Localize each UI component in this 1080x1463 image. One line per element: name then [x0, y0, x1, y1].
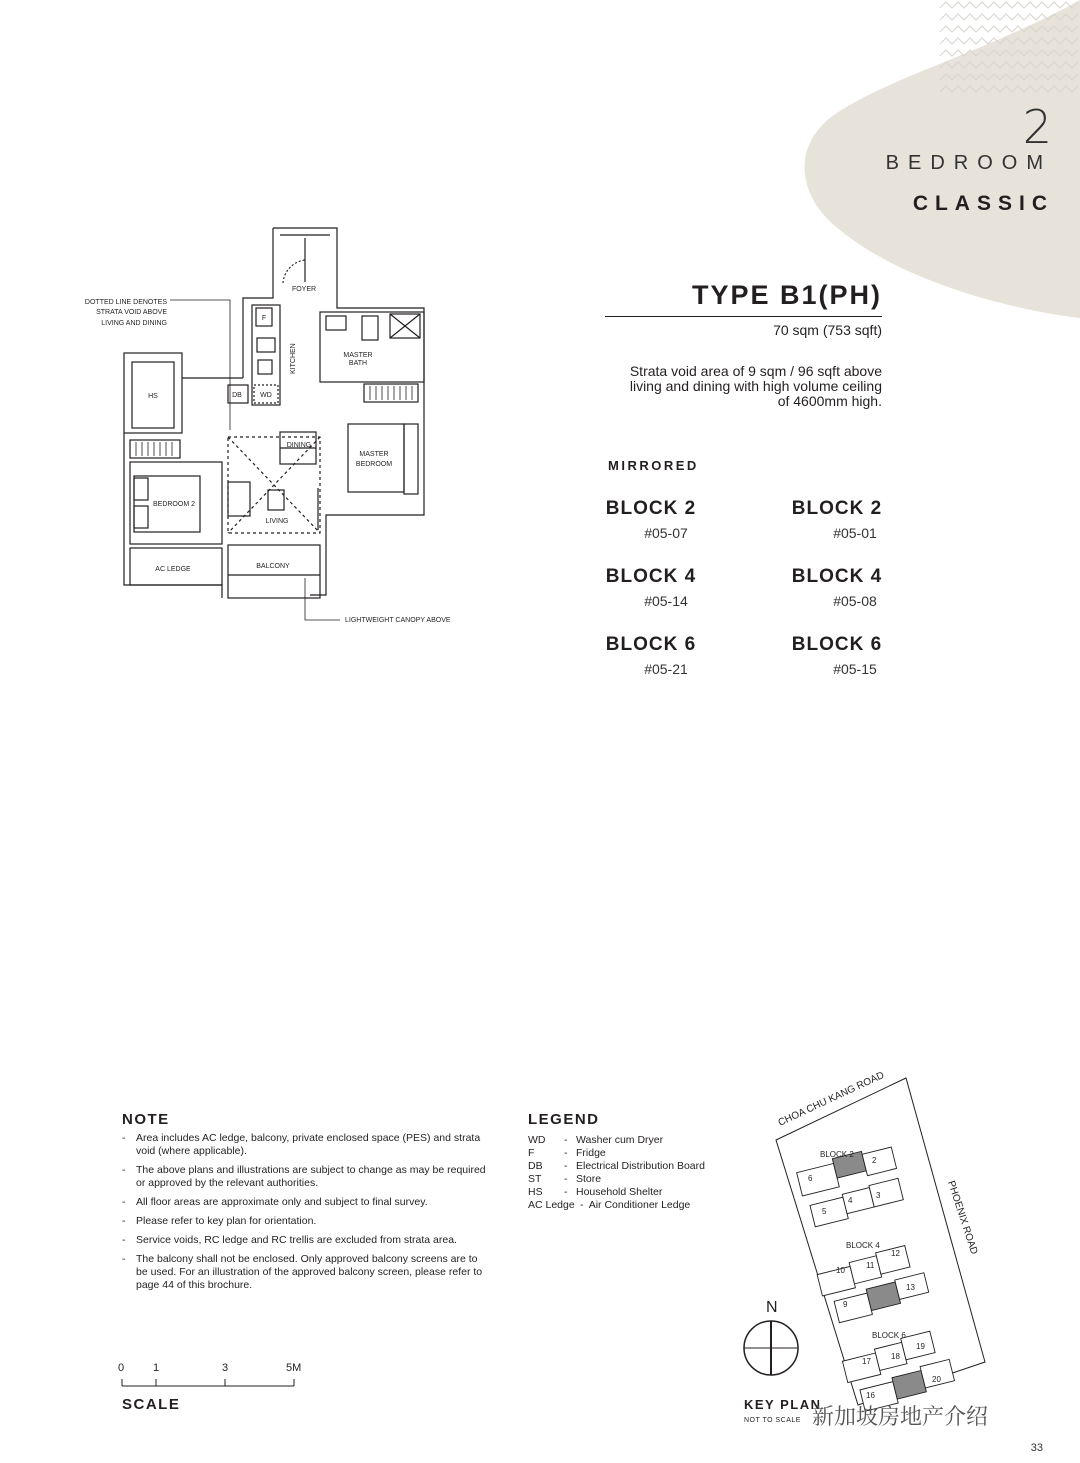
room-label-kitchen: KITCHEN	[290, 343, 297, 374]
room-label-hs: HS	[148, 393, 158, 400]
block-label: BLOCK 6	[605, 634, 697, 655]
legend-item: WD - Washer cum Dryer	[528, 1134, 664, 1146]
room-label-master-bedroom: BEDROOM	[355, 461, 393, 468]
block-label: BLOCK 2	[791, 498, 883, 519]
scale-tick-label: 1	[153, 1362, 160, 1374]
note-list	[122, 1132, 492, 1298]
scale-tick-label: 0	[118, 1362, 125, 1374]
scale-title: SCALE	[122, 1396, 181, 1413]
unit-type-title: TYPE B1(PH)	[691, 280, 882, 310]
unit-number: #05-01	[833, 525, 877, 541]
unit-number: #05-08	[833, 593, 877, 609]
north-label: N	[766, 1299, 778, 1316]
unit-number: #05-15	[833, 661, 877, 677]
note-item: - The above plans and illustrations are subject to change as may be required or approved by the relevant authorities.	[122, 1164, 492, 1190]
legend-item: AC Ledge - Air Conditioner Ledge	[528, 1199, 691, 1211]
bedroom-count: 2	[1022, 100, 1052, 154]
scale-bar	[118, 1376, 308, 1390]
room-label-balcony: BALCONY	[256, 563, 290, 570]
unit-area: 70 sqm (753 sqft)	[773, 322, 882, 338]
key-unit-number: 16	[866, 1391, 875, 1400]
room-label-master-bath: BATH	[348, 360, 368, 367]
room-label-fridge: F	[261, 315, 267, 322]
classic-label: CLASSIC	[912, 192, 1054, 215]
watermark-text: 新加坡房地产介绍	[812, 1405, 989, 1430]
block-label: BLOCK 4	[846, 1241, 880, 1250]
unit-number: #05-07	[644, 525, 688, 541]
note-item: - The balcony shall not be enclosed. Only approved balcony screens are to be used. For an illustration of the approved balcony screen, please refer to page 44 of this brochure.	[122, 1253, 492, 1292]
key-unit-number: 13	[906, 1283, 915, 1292]
key-unit-number: 19	[916, 1342, 925, 1351]
floor-plan	[60, 220, 480, 640]
void-callout-line: LIVING AND DINING	[101, 320, 167, 327]
road-label: CHOA CHU KANG ROAD	[776, 1069, 887, 1129]
key-unit-number: 11	[866, 1261, 875, 1270]
title-divider	[605, 316, 882, 317]
canopy-callout: LIGHTWEIGHT CANOPY ABOVE	[345, 617, 451, 624]
key-unit-number: 20	[932, 1375, 941, 1384]
note-item: - Area includes AC ledge, balcony, private enclosed space (PES) and strata void (where applicable).	[122, 1132, 492, 1158]
room-label-dining: DINING	[286, 442, 312, 449]
legend-item: F - Fridge	[528, 1147, 606, 1159]
room-label-master-bedroom: MASTER	[359, 451, 389, 458]
key-unit-number: 18	[891, 1352, 900, 1361]
room-label-living: LIVING	[265, 518, 289, 525]
scale-tick-label: 5M	[286, 1362, 302, 1374]
block-label: BLOCK 6	[791, 634, 883, 655]
road-label: PHOENIX ROAD	[945, 1179, 980, 1256]
block-label: BLOCK 2	[605, 498, 697, 519]
key-unit-number: 17	[862, 1357, 871, 1366]
key-unit-number: 9	[843, 1300, 848, 1309]
bedroom-label: BEDROOM	[885, 152, 1052, 174]
note-title: NOTE	[122, 1111, 170, 1128]
key-unit-number: 4	[848, 1196, 853, 1205]
unit-number: #05-14	[644, 593, 688, 609]
legend-item: ST - Store	[528, 1173, 602, 1185]
room-label-bedroom2: BEDROOM 2	[152, 501, 196, 508]
void-callout-line: DOTTED LINE DENOTES	[84, 299, 167, 306]
note-item: - All floor areas are approximate only and subject to final survey.	[122, 1196, 492, 1209]
legend-item: DB - Electrical Distribution Board	[528, 1160, 705, 1172]
key-unit-number: 6	[808, 1174, 813, 1183]
room-label-master-bath: MASTER	[343, 352, 373, 359]
void-callout-line: STRATA VOID ABOVE	[96, 309, 167, 316]
legend-list	[528, 1134, 705, 1212]
block-label: BLOCK 4	[791, 566, 883, 587]
key-unit-number: 10	[836, 1266, 845, 1275]
north-arrow-icon	[744, 1321, 798, 1375]
room-label-ac-ledge: AC LEDGE	[155, 566, 191, 573]
key-plan-subtitle: NOT TO SCALE	[744, 1417, 801, 1424]
key-unit-number: 5	[822, 1207, 827, 1216]
page-number: 33	[1030, 1442, 1043, 1454]
strata-void-description: Strata void area of 9 sqm / 96 sqft above living and dining with high volume ceiling of 4600mm high.	[629, 363, 882, 409]
legend-title: LEGEND	[528, 1111, 600, 1128]
room-label-wd: WD	[260, 392, 272, 399]
key-unit-number: 12	[891, 1249, 900, 1258]
room-label-foyer: FOYER	[291, 286, 317, 293]
key-unit-number: 3	[876, 1191, 881, 1200]
block-label: BLOCK 2	[820, 1150, 854, 1159]
block-label: BLOCK 4	[605, 566, 697, 587]
room-label-db: DB	[232, 392, 242, 399]
unit-number: #05-21	[644, 661, 688, 677]
key-unit-number: 2	[872, 1156, 877, 1165]
key-plan-title: KEY PLAN	[744, 1397, 822, 1412]
mirrored-label: MIRRORED	[608, 458, 699, 473]
note-item: - Please refer to key plan for orientation.	[122, 1215, 492, 1228]
block-label: BLOCK 6	[872, 1331, 906, 1340]
scale-tick-label: 3	[222, 1362, 229, 1374]
key-plan	[730, 1060, 990, 1430]
legend-item: HS - Household Shelter	[528, 1186, 663, 1198]
note-item: - Service voids, RC ledge and RC trellis are excluded from strata area.	[122, 1234, 492, 1247]
